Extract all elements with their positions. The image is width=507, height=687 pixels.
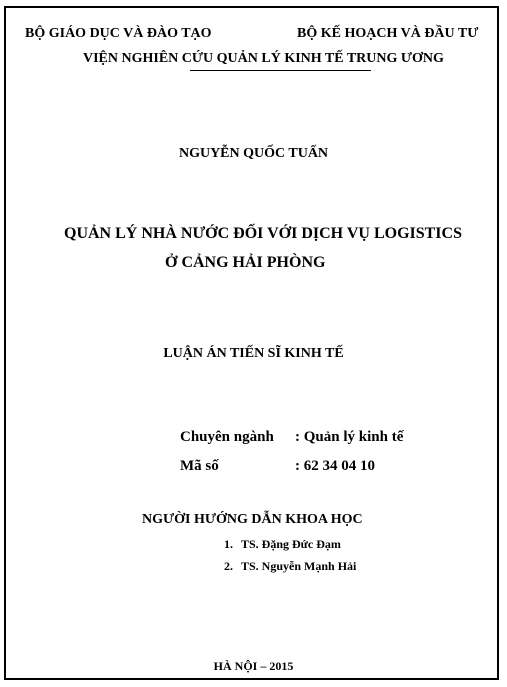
- author-name: NGUYỄN QUỐC TUẤN: [178, 146, 329, 161]
- code-value: : 62 34 04 10: [295, 458, 375, 474]
- degree-label: LUẬN ÁN TIẾN SĨ KINH TẾ: [163, 346, 344, 361]
- supervisors-heading: NGƯỜI HƯỚNG DẪN KHOA HỌC: [142, 512, 363, 527]
- institute-underline: [190, 70, 371, 71]
- supervisor-2-name: TS. Nguyễn Mạnh Hải: [241, 559, 357, 573]
- place-year: HÀ NỘI – 2015: [213, 659, 294, 673]
- thesis-title-line2: Ở CẢNG HẢI PHÒNG: [165, 254, 326, 271]
- page-border: [4, 6, 499, 680]
- thesis-title-line1: QUẢN LÝ NHÀ NƯỚC ĐỐI VỚI DỊCH VỤ LOGISTICS: [64, 225, 462, 242]
- specialization-label: Chuyên ngành: [180, 429, 274, 445]
- institute-name: VIỆN NGHIÊN CỨU QUẢN LÝ KINH TẾ TRUNG ƯƠNG: [83, 51, 444, 66]
- supervisor-1-number: 1.: [224, 537, 233, 551]
- supervisor-1-name: TS. Đặng Đức Đạm: [241, 537, 341, 551]
- specialization-value: : Quản lý kinh tế: [295, 429, 404, 445]
- code-label: Mã số: [180, 458, 219, 474]
- supervisor-2-number: 2.: [224, 559, 233, 573]
- ministry-right: BỘ KẾ HOẠCH VÀ ĐẦU TƯ: [297, 26, 479, 41]
- ministry-left: BỘ GIÁO DỤC VÀ ĐÀO TẠO: [25, 26, 212, 41]
